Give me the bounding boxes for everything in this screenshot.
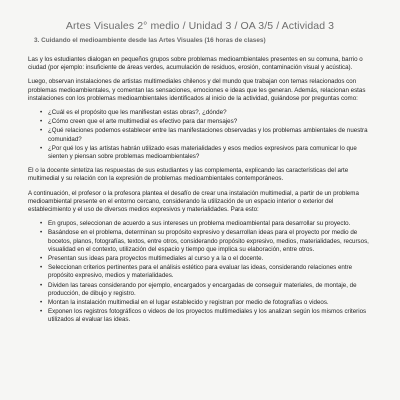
question-item: • ¿Cuál es el propósito que les manifiestan estas obras?, ¿dónde? bbox=[48, 109, 372, 117]
document-title: Artes Visuales 2° medio / Unidad 3 / OA 3/5 / Actividad 3 bbox=[65, 20, 335, 32]
question-item: • ¿Cómo creen que el arte multimedial es efectivo para dar mensajes? bbox=[48, 118, 372, 126]
step-item: • Dividen las tareas considerando por ejemplo, encargados y encargadas de conseguir materiales, de montaje, de producción, de dibujo y registro. bbox=[48, 282, 372, 298]
step-item: • Presentan sus ideas para proyectos multimediales al curso y a la o el docente. bbox=[48, 255, 372, 263]
observation-paragraph: Luego, observan instalaciones de artistas multimediales chilenos y del mundo que trabajan con temas relacionados con problemas medioambientales, y comentan las sensaciones, emociones e ideas que les generan. Además, relacionan estas instalaciones con los problemas medioambientales identificados al inicio de la actividad, guiándose por preguntas como: bbox=[28, 78, 366, 102]
challenge-paragraph: A continuación, el profesor o la profesora plantea el desafío de crear una instalación multimedial, a partir de un problema medioambiental presente en el entorno cercano, considerando la utilización de un espacio interior o exterior del establecimiento y el uso de diversos medios expresivos y materialidades. Para esto: bbox=[28, 189, 359, 214]
step-item: • En grupos, seleccionan de acuerdo a sus intereses un problema medioambiental para desarrollar su proyecto. bbox=[48, 220, 372, 228]
activity-subtitle: 3. Cuidando el medioambiente desde las Artes Visuales (16 horas de clases) bbox=[34, 37, 266, 44]
question-item: • ¿Qué relaciones podemos establecer entre las manifestaciones observadas y los problemas ambientales de nuestra comunidad? bbox=[48, 127, 372, 143]
step-item: • Basándose en el problema, determinan su propósito expresivo y desarrollan ideas para el proyecto por medio de bocetos, planos, fotografías, textos, entre otros, considerando propósito expresivo, medios, materialidades, recursos, visualidad en el contexto, utilización del espacio y tiempo que implica su elaboración, entre otros. bbox=[48, 229, 372, 254]
synthesis-paragraph: El o la docente sintetiza las respuestas de sus estudiantes y las complementa, explicando las características del arte multimedial y su relación con la expresión de problemas medioambientales contemporáneos. bbox=[28, 167, 349, 183]
guiding-questions-list bbox=[28, 109, 372, 161]
intro-paragraph: Las y los estudiantes dialogan en pequeños grupos sobre problemas medioambientales presentes en su comuna, barrio o ciudad (por ejemplo: insuficiente de áreas verdes, acumulación de residuos, erosión, contaminación visual y acústica). bbox=[28, 56, 363, 72]
question-item: • ¿Por qué los y las artistas habrán utilizado esas materialidades y esos medios expresivos para comunicar lo que sienten y piensan sobre problemas medioambientales? bbox=[48, 145, 372, 161]
step-item: • Exponen los registros fotográficos o videos de los proyectos multimediales y los analizan según los mismos criterios utilizados al evaluar las ideas. bbox=[48, 308, 372, 324]
project-steps-list bbox=[28, 220, 372, 324]
step-item: • Seleccionan criterios pertinentes para el análisis estético para evaluar las ideas, considerando relaciones entre propósito expresivo, medios y materialidades. bbox=[48, 264, 372, 280]
step-item: • Montan la instalación multimedial en el lugar establecido y registran por medio de fotografías o videos. bbox=[48, 299, 372, 307]
